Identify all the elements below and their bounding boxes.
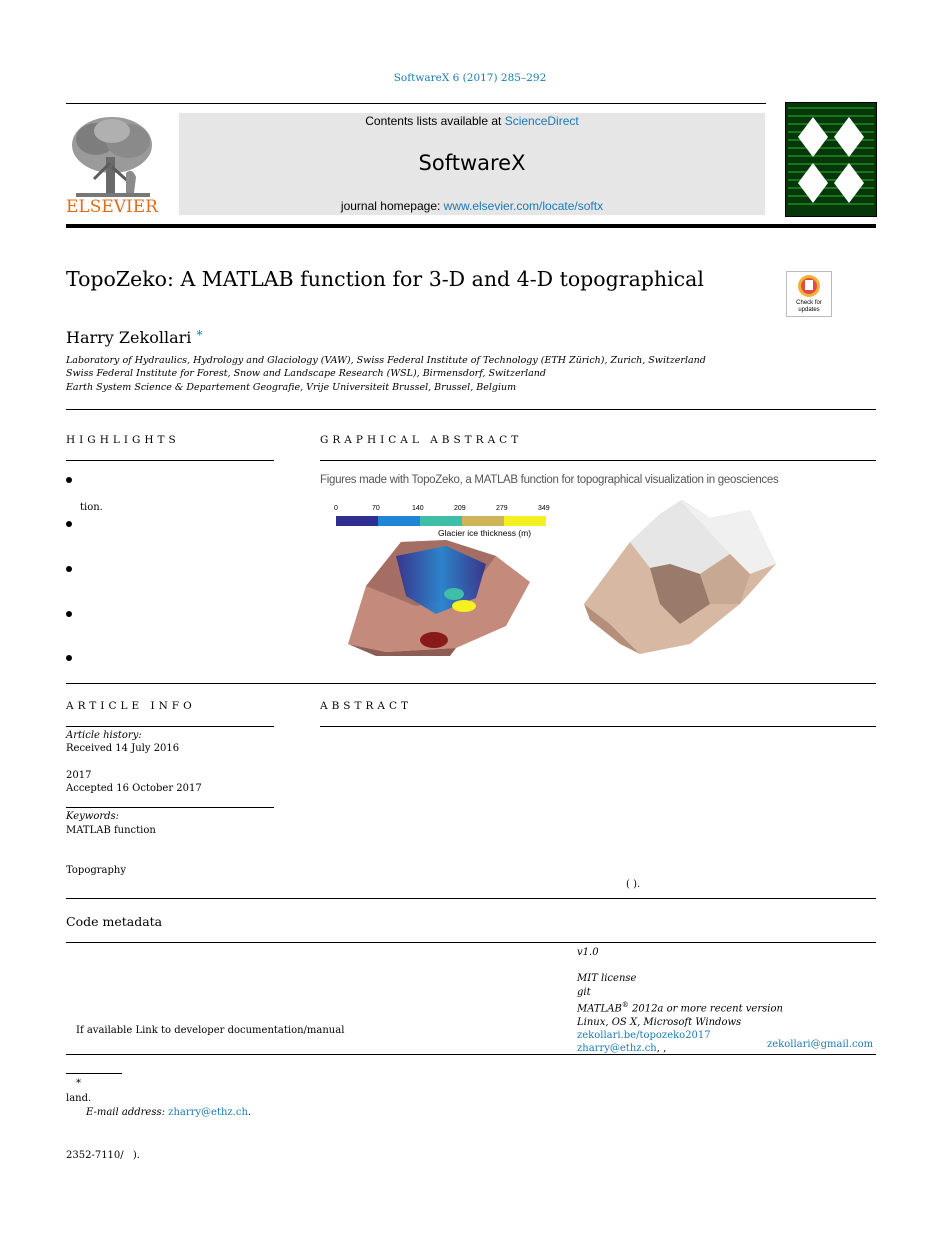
glacier-surface-figure xyxy=(346,536,532,656)
graphical-abstract-rule xyxy=(320,460,876,461)
issn-end: ). xyxy=(132,1150,140,1161)
contents-line xyxy=(179,114,765,128)
support-email-separator: , , xyxy=(656,1043,667,1055)
cover-diamonds-icon xyxy=(786,103,876,216)
received-date: Received 14 July 2016 xyxy=(66,743,180,754)
accepted-date: Accepted 16 October 2017 xyxy=(66,783,202,794)
article-info-heading: ARTICLE INFO xyxy=(66,700,196,712)
abstract-rule xyxy=(320,726,876,727)
graphical-abstract-caption: Figures made with TopoZeko, a MATLAB function for topographical visualization in geosciences xyxy=(320,474,779,486)
colorbar-tick-1: 70 xyxy=(372,505,380,512)
footnote-email-label: E-mail address: xyxy=(86,1107,165,1118)
highlight-fragment: tion. xyxy=(80,502,103,513)
abstract-tail: ( ). xyxy=(626,879,641,890)
colorbar xyxy=(336,516,546,526)
check-updates-label: Check for updates xyxy=(796,300,822,313)
colorbar-tick-0: 0 xyxy=(334,505,338,512)
requirements-suffix: 2012a or more recent version xyxy=(628,1003,783,1015)
author-name: Harry Zekollari xyxy=(66,328,192,347)
homepage-line xyxy=(179,199,765,213)
colorbar-label: Glacier ice thickness (m) xyxy=(438,528,532,538)
footnote-mark: * xyxy=(76,1078,81,1089)
homepage-prefix: journal homepage: xyxy=(340,199,441,213)
code-metadata-top-rule xyxy=(66,942,876,943)
footnote-email-end: . xyxy=(247,1107,252,1118)
journal-reference[interactable]: SoftwareX 6 (2017) 285–292 xyxy=(393,72,547,84)
footnote-land: land. xyxy=(66,1093,92,1104)
issn-line xyxy=(66,1150,140,1161)
colorbar-tick-4: 279 xyxy=(496,505,508,512)
footnote-email-line xyxy=(86,1107,251,1118)
affiliation-rule xyxy=(66,409,876,410)
support-email-2[interactable]: zekollari@gmail.com xyxy=(767,1039,874,1050)
issn: 2352-7110/ xyxy=(66,1150,124,1161)
author-footnote-mark[interactable]: * xyxy=(196,328,203,342)
publisher-name: ELSEVIER xyxy=(66,197,158,217)
abstract-bottom-rule xyxy=(66,898,876,899)
journal-name: SoftwareX xyxy=(418,151,526,175)
keyword-1: MATLAB function xyxy=(66,825,156,836)
code-requirements xyxy=(577,999,783,1016)
affiliations xyxy=(66,354,706,394)
journal-banner xyxy=(179,113,765,215)
homepage-link[interactable]: www.elsevier.com/locate/softx xyxy=(443,199,604,213)
colorbar-segment-0 xyxy=(336,516,378,526)
terrain-surface-figure xyxy=(580,494,778,656)
code-metadata-left-label: If available Link to developer documentation/manual xyxy=(76,1025,345,1036)
code-metadata-heading: Code metadata xyxy=(66,914,163,929)
graphical-abstract-bottom-rule xyxy=(66,683,876,684)
highlights-heading: HIGHLIGHTS xyxy=(66,434,180,446)
highlight-bullet-3 xyxy=(66,566,72,572)
requirements-prefix: MATLAB xyxy=(577,1003,622,1015)
code-license: MIT license xyxy=(577,973,637,985)
code-version: v1.0 xyxy=(577,947,599,958)
support-email-1[interactable]: zharry@ethz.ch xyxy=(577,1043,657,1055)
check-updates-badge[interactable] xyxy=(786,271,832,317)
highlight-bullet-2 xyxy=(66,521,72,527)
contents-prefix: Contents lists available at xyxy=(365,114,502,128)
history-label: Article history: xyxy=(66,730,142,741)
code-metadata-values xyxy=(577,946,783,1055)
check-updates-icon xyxy=(787,272,831,302)
revised-year: 2017 xyxy=(66,770,92,781)
top-rule xyxy=(66,103,766,104)
colorbar-tick-3: 209 xyxy=(454,505,466,512)
abstract-heading: ABSTRACT xyxy=(320,700,413,712)
colorbar-segment-3 xyxy=(462,516,504,526)
code-vcs: git xyxy=(577,986,591,998)
sciencedirect-link[interactable]: ScienceDirect xyxy=(504,114,579,128)
elsevier-logo xyxy=(66,113,160,215)
colorbar-tick-2: 140 xyxy=(412,505,424,512)
footnote-rule xyxy=(66,1073,122,1074)
affiliation-1: Laboratory of Hydraulics, Hydrology and Glaciology (VAW), Swiss Federal Institute of Technology (ETH Zürich), Zurich, Switzerland xyxy=(66,355,706,366)
highlight-bullet-5 xyxy=(66,655,72,661)
footnote-email[interactable]: zharry@ethz.ch xyxy=(168,1107,248,1118)
highlight-bullet-4 xyxy=(66,611,72,617)
code-metadata-bottom-rule xyxy=(66,1054,876,1055)
highlights-rule xyxy=(66,460,274,461)
colorbar-segment-1 xyxy=(378,516,420,526)
highlight-bullet-1 xyxy=(66,477,72,483)
keywords-label: Keywords: xyxy=(66,811,120,822)
keyword-2: Topography xyxy=(66,865,126,876)
elsevier-tree-icon xyxy=(66,113,160,201)
registered-mark: ® xyxy=(621,1000,629,1009)
journal-cover xyxy=(785,102,877,217)
article-title: TopoZeko: A MATLAB function for 3-D and 4-D topographical xyxy=(66,267,704,291)
graphical-abstract-heading: GRAPHICAL ABSTRACT xyxy=(320,434,523,446)
colorbar-segment-4 xyxy=(504,516,546,526)
author-line xyxy=(66,328,202,347)
article-info-rule xyxy=(66,726,274,727)
colorbar-segment-2 xyxy=(420,516,462,526)
code-doc-link[interactable]: zekollari.be/topozeko2017 xyxy=(577,1029,711,1041)
code-os: Linux, OS X, Microsoft Windows xyxy=(577,1016,742,1028)
colorbar-tick-5: 349 xyxy=(538,505,550,512)
header-thick-rule xyxy=(66,224,876,228)
keywords-rule xyxy=(66,807,274,808)
affiliation-3: Earth System Science & Departement Geografie, Vrije Universiteit Brussel, Brussel, Belgium xyxy=(66,381,517,393)
affiliation-2: Swiss Federal Institute for Forest, Snow and Landscape Research (WSL), Birmensdorf, Switzerland xyxy=(66,368,547,380)
